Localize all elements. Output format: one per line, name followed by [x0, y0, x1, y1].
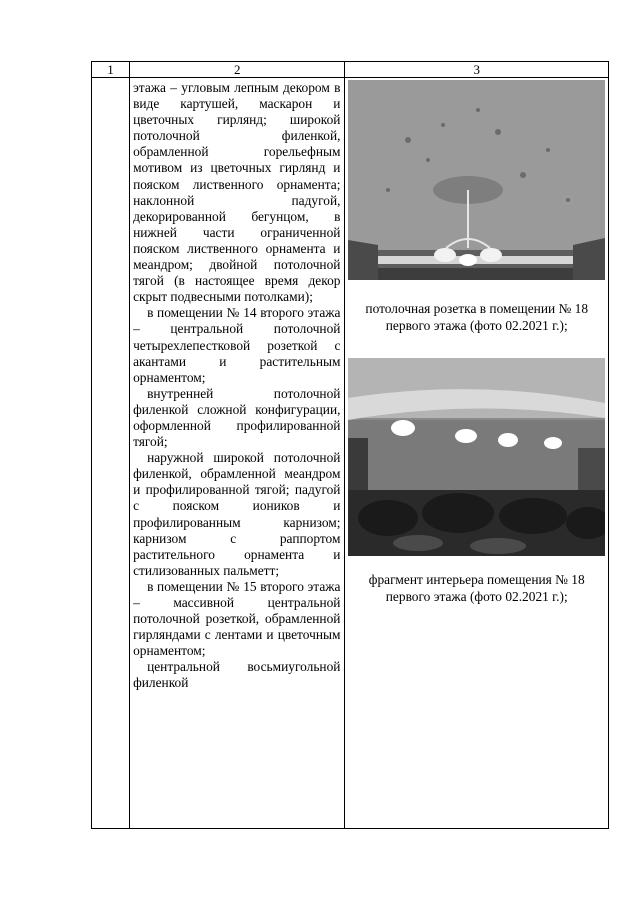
paragraph-3: внутренней потолочной филенкой сложной конфигурации, оформленной профилированной тягой; — [133, 385, 341, 450]
paragraph-6: центральной восьмиугольной филенкой — [133, 659, 341, 691]
paragraph-5: в помещении № 15 второго этажа – массивной центральной потолочной розеткой, обрамленной гирляндами с лентами и цветочным орнаментом; — [133, 578, 341, 659]
paragraph-1: этажа – угловым лепным декором в виде картушей, маскарон и цветочных гирлянд; широкой потолочной филенкой, обрамленной горельефным мотивом из цветочных гирлянд и пояском лиственного орнамента; наклонной падугой, декорированной бегунцом, в нижней части ограниченной пояском лиственного орнамента и меандром; двойной потолочной тягой (в настоящее время декор скрыт подвесными потолками); — [133, 80, 341, 305]
header-col-1: 1 — [92, 62, 130, 78]
photo-2-caption: фрагмент интерьера помещения № 18 первого этажа (фото 02.2021 г.); — [368, 572, 585, 604]
ceiling-rosette-photo — [348, 80, 605, 280]
paragraph-2: в помещении № 14 второго этажа – центральной потолочной четырехлепестковой розеткой с акантами и растительным орнаментом; — [133, 305, 341, 385]
content-row — [92, 78, 609, 829]
header-col-3: 3 — [345, 62, 609, 78]
photo-1-caption: потолочная розетка в помещении № 18 первого этажа (фото 02.2021 г.); — [365, 301, 589, 333]
header-row — [92, 62, 609, 78]
paragraph-4: наружной широкой потолочной филенкой, обрамленной меандром и профилированной тягой; падугой с пояском иоников и профилированным карнизом; карнизом с раппортом растительного орнамента и стилизованных пальметт; — [133, 450, 341, 578]
photo-cell — [345, 78, 609, 829]
number-cell — [92, 78, 130, 829]
description-cell — [130, 78, 345, 829]
header-col-2: 2 — [130, 62, 345, 78]
document-table — [91, 61, 609, 829]
interior-fragment-photo — [348, 358, 605, 556]
